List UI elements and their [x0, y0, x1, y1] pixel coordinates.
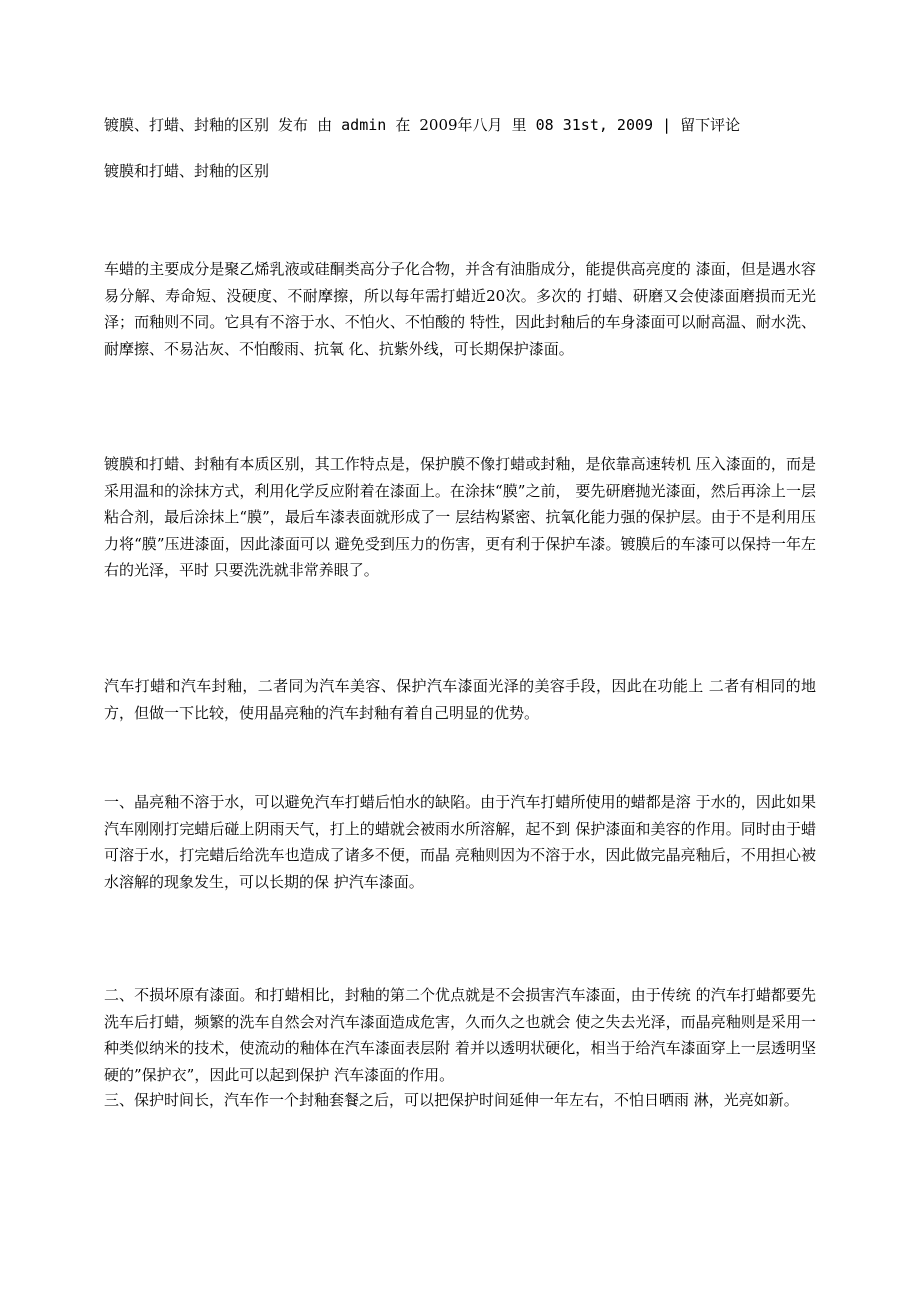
- leave-comment-link[interactable]: 留下评论: [680, 116, 741, 134]
- paragraph-wax-composition: 车蜡的主要成分是聚乙烯乳液或硅酮类高分子化合物，并含有油脂成分，能提供高亮度的 漆面，但是遇水容易分解、寿命短、没硬度、不耐摩擦，所以每年需打蜡近20次。多次的 打蜡、研磨又会使漆面磨损而无光泽；而釉则不同。它具有不溶于水、不怕火、不怕酸的 特性，因此封釉后的车身漆面可以耐高温、耐水洗、耐摩擦、不易沾灰、不怕酸雨、抗氧 化、抗紫外线，可长期保护漆面。: [104, 260, 816, 358]
- post-date-cn: 2009年八月: [419, 116, 503, 134]
- paragraph-advantage-1: 一、晶亮釉不溶于水，可以避免汽车打蜡后怕水的缺陷。由于汽车打蜡所使用的蜡都是溶 于水的，因此如果汽车刚刚打完蜡后碰上阴雨天气，打上的蜡就会被雨水所溶解，起不到 保护漆面和美容的作用。同时由于蜡可溶于水，打完蜡后给洗车也造成了诸多不便，而晶 亮釉则因为不溶于水，因此做完晶亮釉后，不用担心被水溶解的现象发生，可以长期的保 护汽车漆面。: [104, 793, 816, 891]
- article-subtitle: 镀膜和打蜡、封釉的区别: [104, 162, 270, 180]
- by-label: 由: [317, 116, 333, 134]
- post-title: 镀膜、打蜡、封釉的区别: [104, 116, 270, 134]
- posted-label: 发布: [278, 116, 309, 134]
- post-date-en: 08 31st, 2009: [535, 116, 654, 134]
- post-header: [104, 114, 816, 136]
- author-link[interactable]: admin: [341, 116, 387, 134]
- paragraph-coating-difference: 镀膜和打蜡、封釉有本质区别，其工作特点是，保护膜不像打蜡或封釉，是依靠高速转机 压入漆面的，而是采用温和的涂抹方式，利用化学反应附着在漆面上。在涂抹“膜”之前， 要先研磨抛光漆面，然后再涂上一层粘合剂，最后涂抹上“膜”，最后车漆表面就形成了一 层结构紧密、抗氧化能力强的保护层。由于不是利用压力将“膜”压进漆面，因此漆面可以 避免受到压力的伤害，更有利于保护车漆。镀膜后的车漆可以保持一年左右的光泽，平时 只要洗洗就非常养眼了。: [104, 455, 816, 579]
- paragraph-advantage-2: 二、不损坏原有漆面。和打蜡相比，封釉的第二个优点就是不会损害汽车漆面，由于传统 的汽车打蜡都要先洗车后打蜡，频繁的洗车自然会对汽车漆面造成危害，久而久之也就会 使之失去光泽，而晶亮釉则是采用一种类似纳米的技术，使流动的釉体在汽车漆面表层附 着并以透明状硬化，相当于给汽车漆面穿上一层透明坚硬的”保护衣”，因此可以起到保护 汽车漆面的作用。: [104, 986, 816, 1084]
- paragraph-advantage-3: 三、保护时间长，汽车作一个封釉套餐之后，可以把保护时间延伸一年左右，不怕日晒雨 淋，光亮如新。: [104, 1091, 799, 1109]
- paragraph-wax-vs-glaze: 汽车打蜡和汽车封釉，二者同为汽车美容、保护汽车漆面光泽的美容手段，因此在功能上 二者有相同的地方，但做一下比较，使用晶亮釉的汽车封釉有着自己明显的优势。: [104, 677, 816, 722]
- in-label: 在: [395, 116, 411, 134]
- meta-separator: |: [662, 116, 672, 134]
- li-label: 里: [511, 116, 527, 134]
